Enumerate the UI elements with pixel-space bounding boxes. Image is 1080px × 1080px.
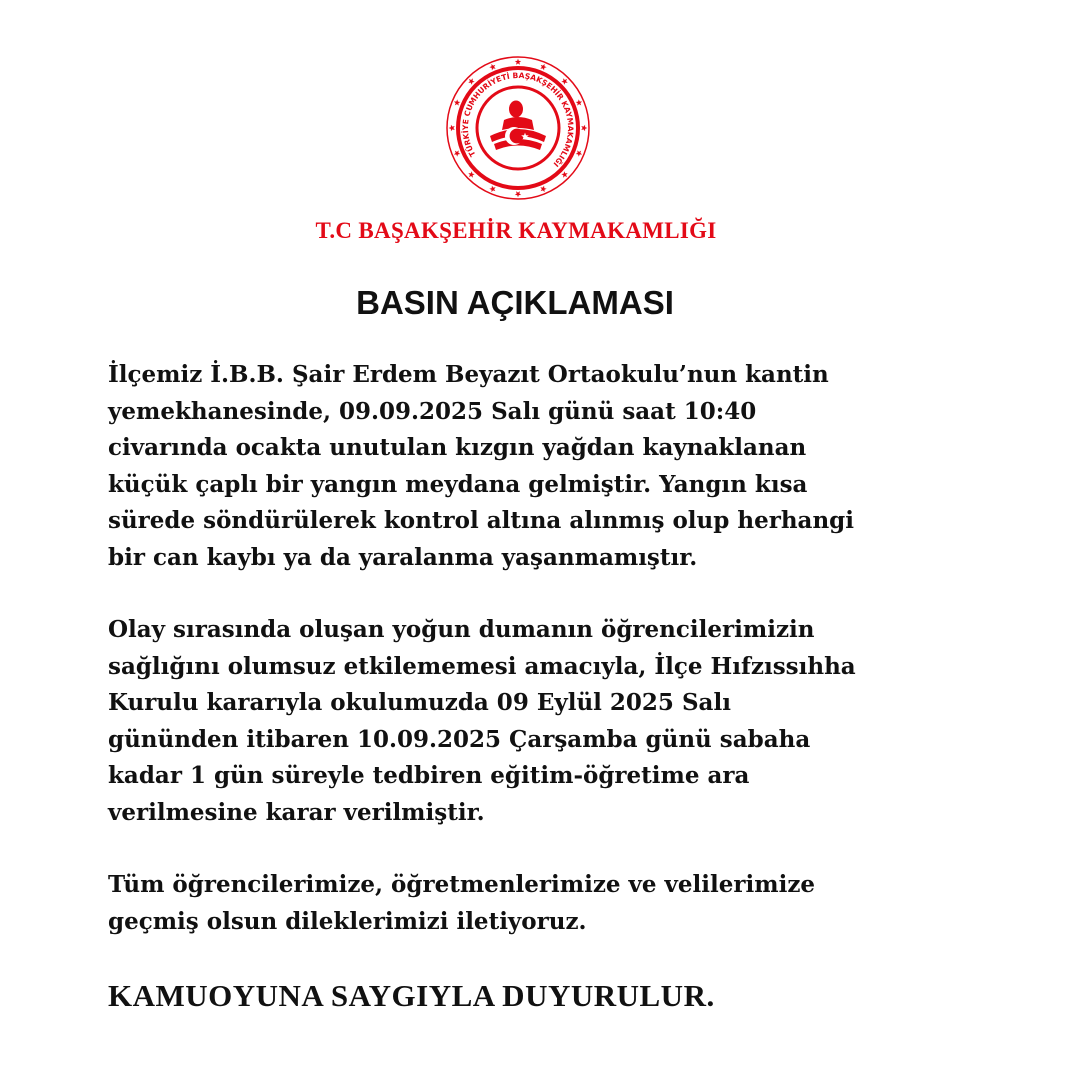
star-icon: [468, 171, 474, 177]
text-line: küçük çaplı bir yangın meydana gelmiştir. Yangın kısa: [108, 470, 808, 498]
star-icon: [449, 125, 455, 131]
document-title: BASIN AÇIKLAMASI: [356, 284, 674, 321]
text-line: yemekhanesinde, 09.09.2025 Salı günü saat 10:40: [108, 397, 757, 425]
star-icon: [454, 150, 460, 156]
star-icon: [515, 191, 521, 197]
text-line: geçmiş olsun dileklerimizi iletiyoruz.: [108, 907, 587, 935]
star-icon: [489, 186, 495, 192]
text-line: verilmesine karar verilmiştir.: [108, 798, 485, 826]
star-icon: [489, 64, 495, 70]
star-icon: [576, 99, 582, 105]
text-line: İlçemiz İ.B.B. Şair Erdem Beyazıt Ortaokulu’nun kantin: [108, 361, 829, 388]
text-line: Tüm öğrencilerimize, öğretmenlerimize ve velilerimize: [108, 871, 816, 898]
text-line: sürede söndürülerek kontrol altına alınmış olup herhangi: [108, 507, 854, 534]
star-icon: [540, 186, 546, 192]
text-line: Kurulu kararıyla okulumuzda 09 Eylül 2025 Salı: [108, 689, 731, 716]
star-icon: [515, 59, 521, 65]
text-line: bir can kaybı ya da yaralanma yaşanmamıştır.: [108, 543, 698, 571]
announcement-body: [108, 357, 1008, 976]
text-line: civarında ocakta unutulan kızgın yağdan kaynaklanan: [108, 434, 807, 461]
paragraph-1: [108, 357, 1008, 576]
text-line: kadar 1 gün süreyle tedbiren eğitim-öğretime ara: [108, 762, 750, 789]
star-icon: [561, 78, 567, 84]
seal-emblem: [490, 101, 546, 151]
star-icon: [561, 171, 567, 177]
paragraph-3: [108, 867, 1008, 940]
star-icon: [540, 64, 546, 70]
text-line: Olay sırasında oluşan yoğun dumanın öğrencilerimizin: [108, 616, 815, 643]
closing-statement: KAMUOYUNA SAYGIYLA DUYURULUR.: [108, 978, 715, 1013]
star-icon: [468, 78, 474, 84]
paragraph-2: [108, 612, 1008, 831]
seal-text: TÜRKİYE CUMHURİYETİ BAŞAKŞEHİR KAYMAKAMLIĞI: [460, 70, 576, 169]
text-line: gününden itibaren 10.09.2025 Çarşamba günü sabaha: [108, 725, 811, 753]
star-icon: [581, 125, 587, 131]
organization-title: T.C BAŞAKŞEHİR KAYMAKAMLIĞI: [315, 218, 717, 243]
government-seal-icon: [446, 56, 590, 200]
star-icon: [454, 99, 460, 105]
star-icon: [576, 150, 582, 156]
text-line: sağlığını olumsuz etkilememesi amacıyla, İlçe Hıfzıssıhha: [108, 652, 856, 680]
